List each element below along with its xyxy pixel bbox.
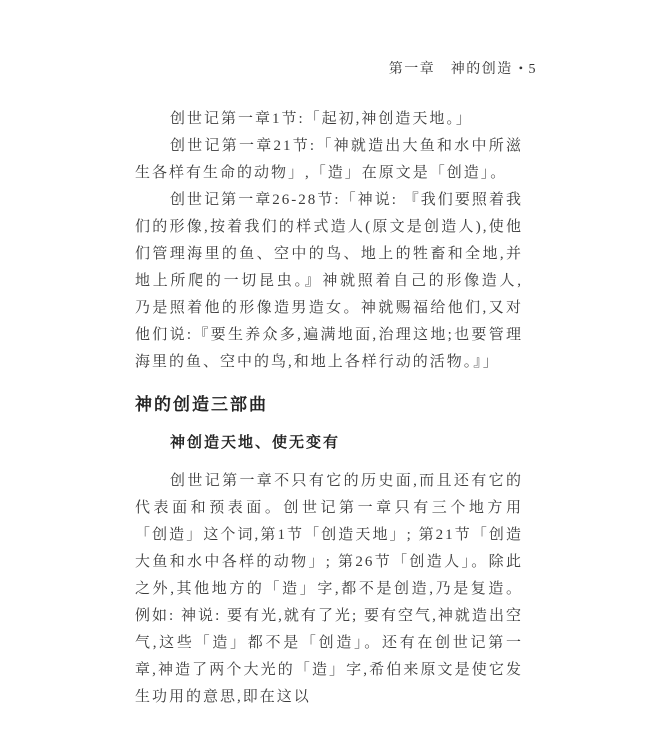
paragraph-genesis-1-1: 创世记第一章1节:「起初,神创造天地。」	[170, 111, 473, 127]
section-heading: 神的创造三部曲	[135, 395, 268, 414]
paragraph-genesis-1-26-28: 创世记第一章26-28节:「神说: 『我们要照着我们的形像,按着我们的样式造人(原文是创造人),使他们管理海里的鱼、空中的鸟、地上的牲畜和全地,并地上所爬的一切昆虫。』神就照着自己的形像造人,乃是照着他的形像造男造女。神就赐福给他们,又对他们说:『要生养众多,遍满地面,治理这地;也要管理海里的鱼、空中的鸟,和地上各样行动的活物。』」	[135, 192, 523, 370]
header-chapter-title: 第一章 神的创造	[388, 62, 513, 77]
body-text-block	[135, 106, 523, 711]
running-header	[135, 58, 537, 78]
header-bullet-separator: •	[518, 61, 525, 75]
paragraph-three-creations: 创世记第一章不只有它的历史面,而且还有它的代表面和预表面。创世记第一章只有三个地方用「创造」这个词,第1节「创造天地」; 第21节「创造大鱼和水中各样的动物」; 第26节「创造人」。除此之外,其他地方的「造」字,都不是创造,乃是复造。例如: 神说: 要有光,就有了光; 要有空气,神就造出空气,这些「造」都不是「创造」。还有在创世记第一章,神造了两个大光的「造」字,希伯来原文是使它发生功用的意思,即在这以	[135, 473, 523, 705]
paragraph-genesis-1-21: 创世记第一章21节:「神就造出大鱼和水中所滋生各样有生命的动物」,「造」在原文是「创造」。	[135, 138, 523, 181]
subsection-heading: 神创造天地、使无变有	[170, 434, 341, 451]
header-page-number: 5	[528, 62, 537, 77]
